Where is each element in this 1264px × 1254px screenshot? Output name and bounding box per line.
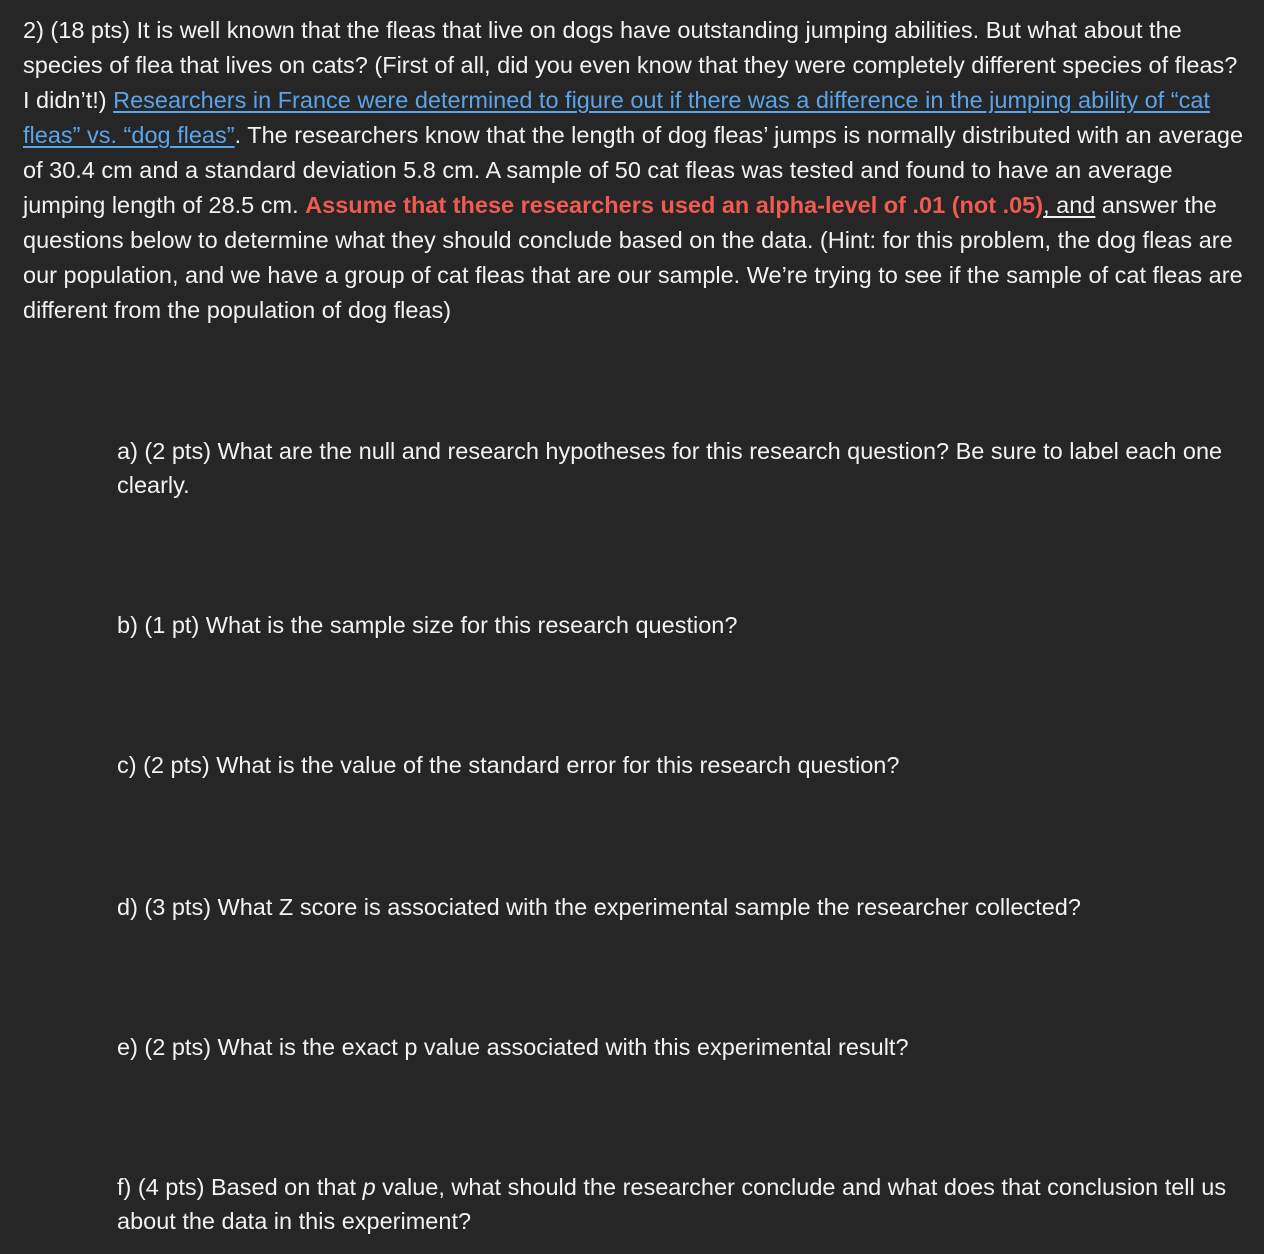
underlined-and: , and: [1043, 192, 1096, 218]
problem-statement: [23, 13, 1245, 328]
intro-text-part2: . The researchers know that the length of dog fleas’ jumps is normally distributed with an average of 30.4 cm and a standard deviation 5.8 cm. A sample of 50 cat fleas was tested and found to have an average jumping length of 28.5 cm.: [23, 122, 1244, 218]
question-c: c) (2 pts) What is the value of the standard error for this research question?: [117, 752, 900, 778]
intro-text-part1: 2) (18 pts) It is well known that the fleas that live on dogs have outstanding jumping abilities. But what about the species of flea that lives on cats? (First of all, did you even know that they were completely different species of fleas? I didn’t!): [23, 17, 1238, 113]
question-b: b) (1 pt) What is the sample size for this research question?: [117, 612, 738, 638]
question-d: d) (3 pts) What Z score is associated with the experimental sample the researcher collected?: [117, 894, 1081, 920]
question-f: [117, 1170, 1242, 1238]
alpha-level-highlight: Assume that these researchers used an alpha-level of .01 (not .05): [305, 192, 1044, 218]
question-f-italic-p: p: [362, 1174, 376, 1200]
question-f-part2: value, what should the researcher conclude and what does that conclusion tell us about the data in this experiment?: [117, 1174, 1227, 1234]
question-a: a) (2 pts) What are the null and research hypotheses for this research question? Be sure to label each one clearly.: [117, 438, 1223, 498]
question-e: e) (2 pts) What is the exact p value associated with this experimental result?: [117, 1034, 909, 1060]
question-f-part1: f) (4 pts) Based on that: [117, 1174, 363, 1200]
research-link[interactable]: Researchers in France were determined to figure out if there was a difference in the jumping ability of “cat fleas” vs. “dog fleas”: [23, 87, 1210, 148]
intro-text-part3: answer the questions below to determine what they should conclude based on the data. (Hint: for this problem, the dog fleas are our population, and we have a group of cat fleas that are our sample. We’re trying to see if the sample of cat fleas are different from the population of dog fleas): [23, 192, 1243, 323]
